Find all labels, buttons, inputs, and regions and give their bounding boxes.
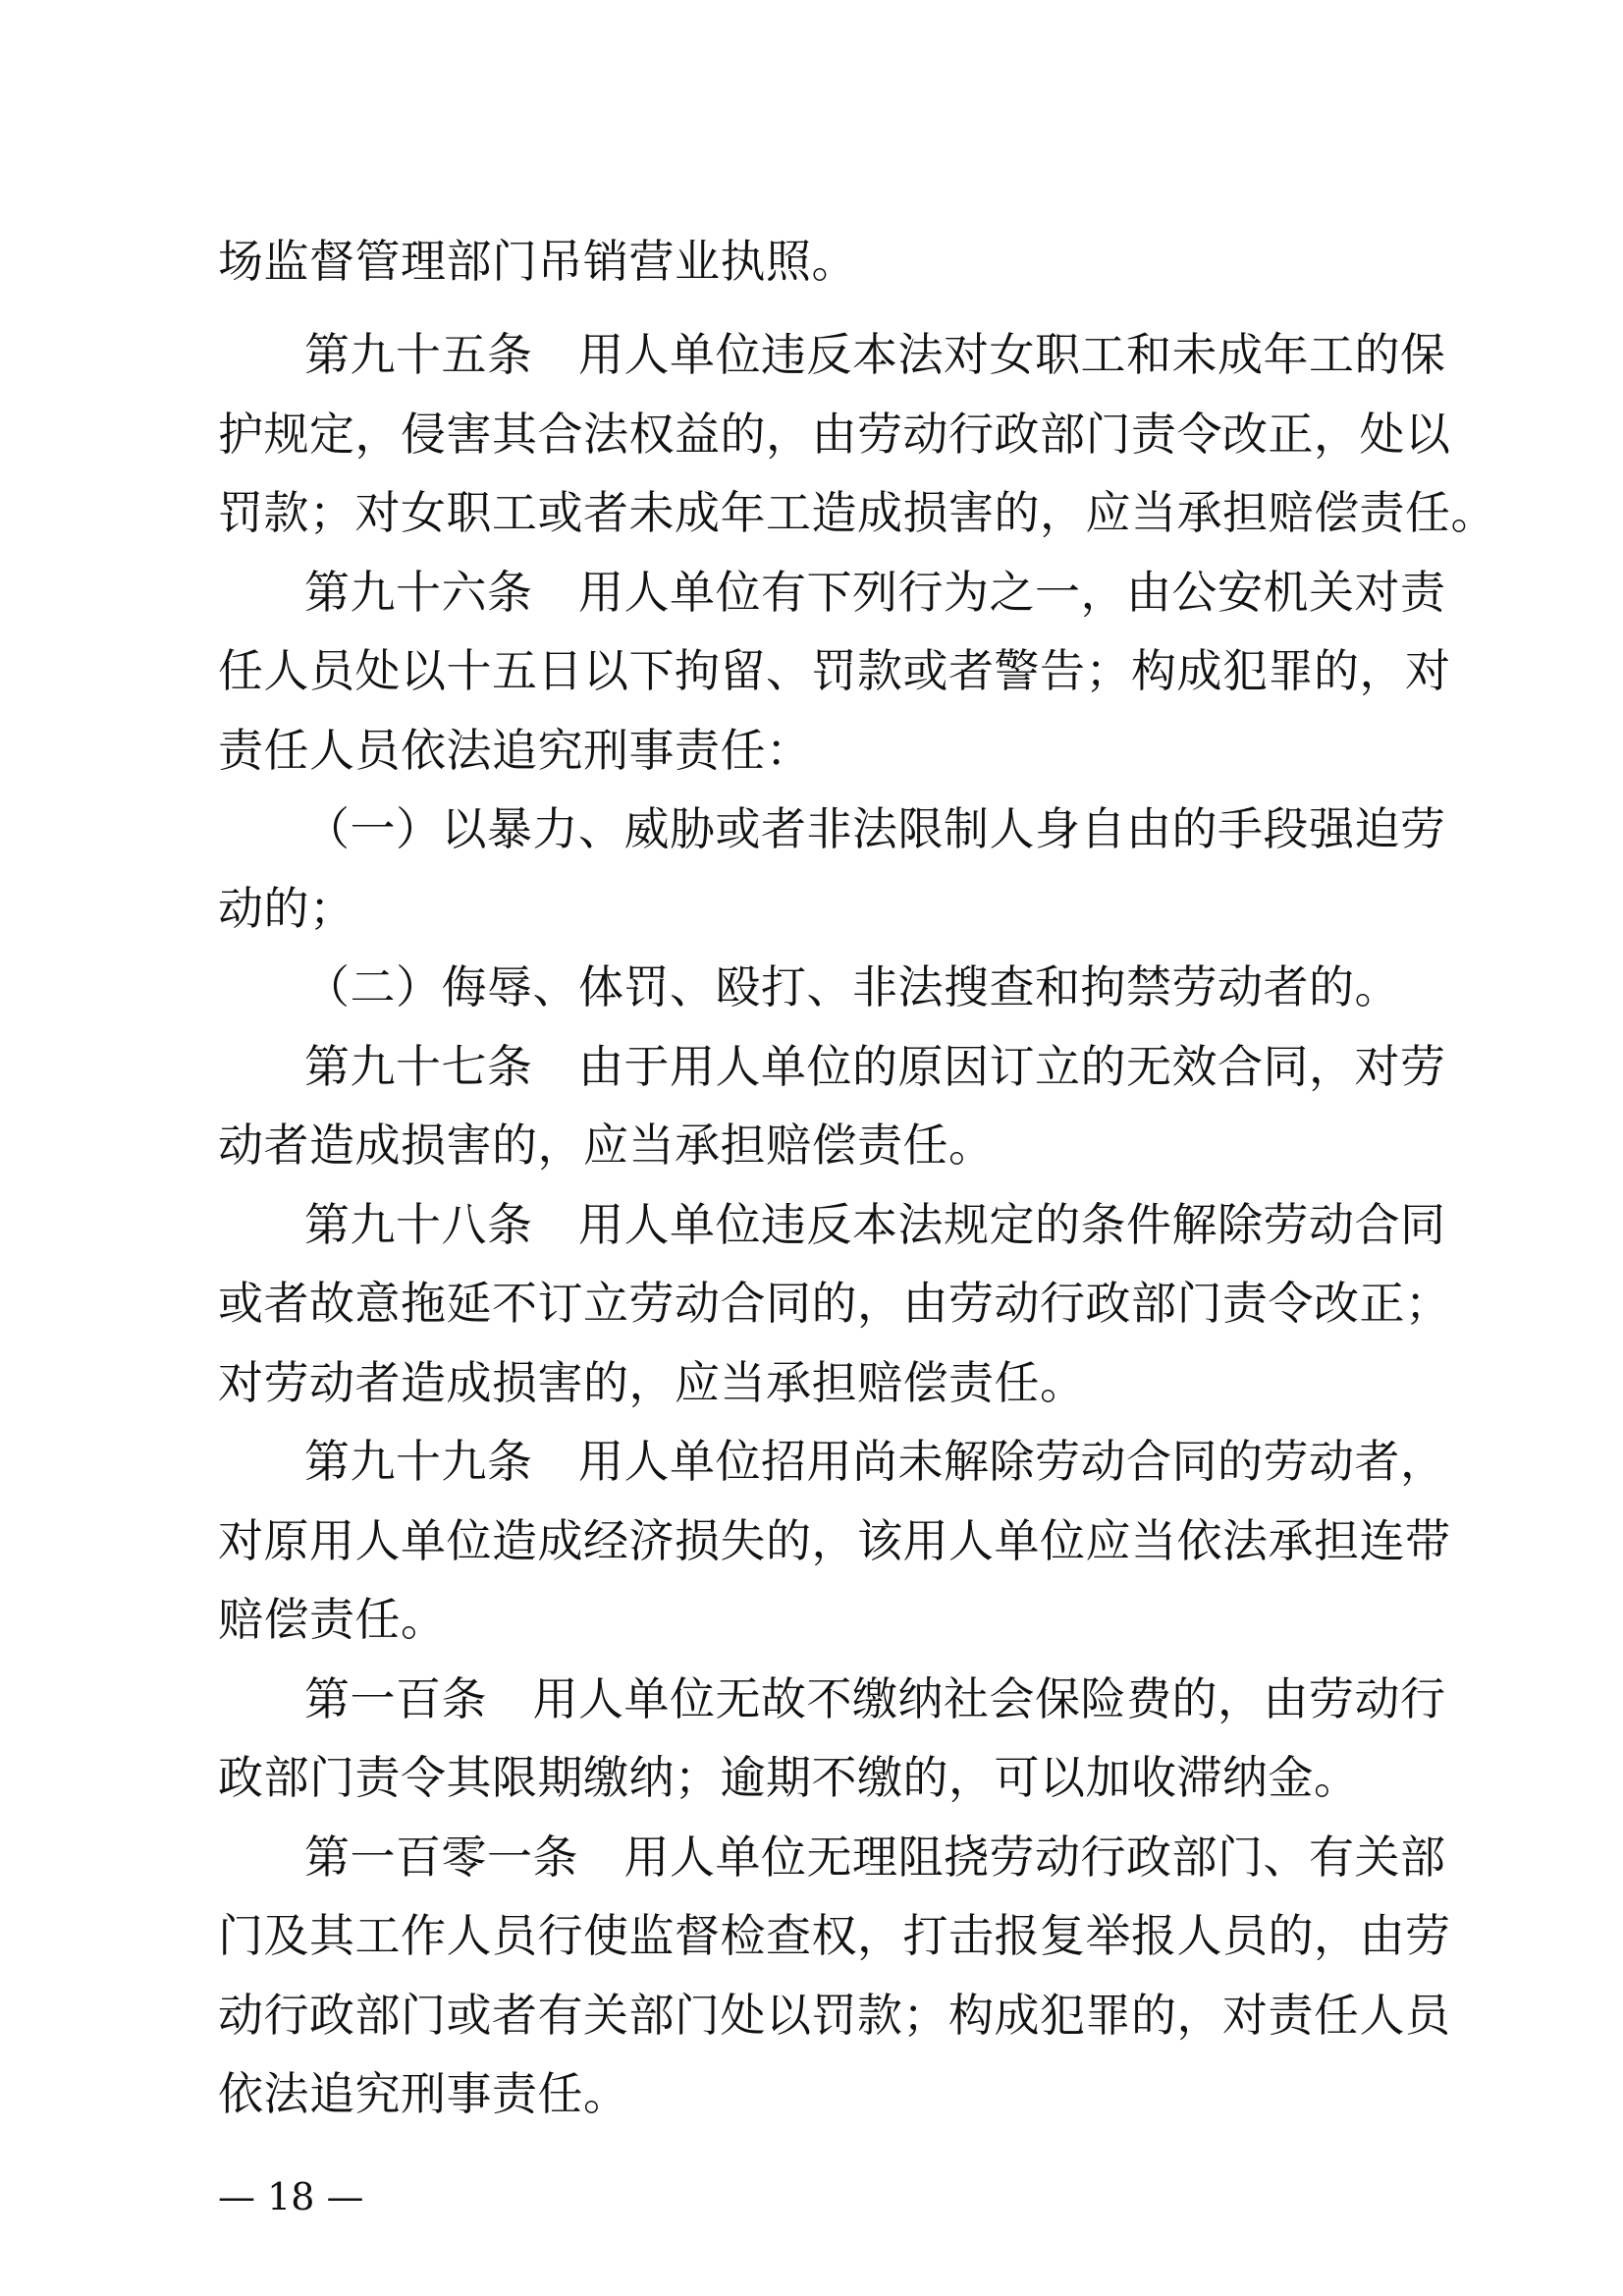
article-96-line: 第九十六条 用人单位有下列行为之一，由公安机关对责 [304, 566, 1446, 619]
text-line: 动的； [218, 882, 355, 935]
text-line: 任人员处以十五日以下拘留、罚款或者警告；构成犯罪的，对 [218, 644, 1451, 697]
page-number: — 18 — [218, 2175, 364, 2218]
article-97-line: 第九十七条 由于用人单位的原因订立的无效合同，对劳 [304, 1040, 1446, 1093]
text-line: 动者造成损害的，应当承担赔偿责任。 [218, 1119, 995, 1172]
text-line: 罚款；对女职工或者未成年工造成损害的，应当承担赔偿责任。 [218, 486, 1496, 539]
article-98-line: 第九十八条 用人单位违反本法规定的条件解除劳动合同 [304, 1198, 1446, 1251]
item-2-line: （二）侮辱、体罚、殴打、非法搜查和拘禁劳动者的。 [304, 960, 1400, 1013]
text-line: 政部门责令其限期缴纳；逾期不缴的，可以加收滞纳金。 [218, 1751, 1360, 1804]
article-101-line: 第一百零一条 用人单位无理阻挠劳动行政部门、有关部 [304, 1831, 1446, 1884]
text-line: 护规定，侵害其合法权益的，由劳动行政部门责令改正，处以 [218, 408, 1451, 461]
text-line: 对劳动者造成损害的，应当承担赔偿责任。 [218, 1356, 1086, 1409]
text-line: 责任人员依法追究刑事责任： [218, 724, 812, 777]
text-line: 门及其工作人员行使监督检查权，打击报复举报人员的，由劳 [218, 1909, 1451, 1962]
text-line: 动行政部门或者有关部门处以罚款；构成犯罪的，对责任人员 [218, 1989, 1451, 2042]
text-line: 赔偿责任。 [218, 1593, 447, 1646]
text-line: 场监督管理部门吊销营业执照。 [218, 235, 857, 288]
article-100-line: 第一百条 用人单位无故不缴纳社会保险费的，由劳动行 [304, 1672, 1446, 1725]
text-line: 或者故意拖延不订立劳动合同的，由劳动行政部门责令改正； [218, 1277, 1451, 1330]
text-line: 依法追究刑事责任。 [218, 2067, 629, 2120]
text-line: 对原用人单位造成经济损失的，该用人单位应当依法承担连带 [218, 1514, 1451, 1567]
article-99-line: 第九十九条 用人单位招用尚未解除劳动合同的劳动者， [304, 1435, 1446, 1488]
article-95-line: 第九十五条 用人单位违反本法对女职工和未成年工的保 [304, 328, 1446, 381]
item-1-line: （一）以暴力、威胁或者非法限制人身自由的手段强迫劳 [304, 802, 1446, 855]
